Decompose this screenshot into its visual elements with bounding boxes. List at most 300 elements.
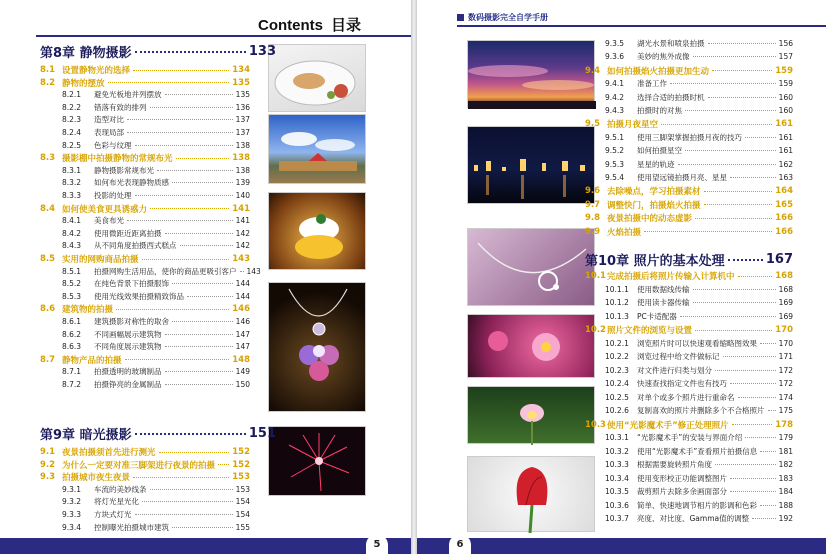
toc-entry-title: 使用读卡器传输 (637, 298, 690, 307)
toc-entry-number: 10.1 (585, 271, 606, 281)
toc-entry-title: 浏览照片时可以快速观看缩略图效果 (637, 338, 757, 348)
toc-dot-leader (127, 220, 233, 221)
toc-entry-number: 8.2.3 (62, 115, 82, 125)
toc-section[interactable] (40, 303, 250, 315)
toc-entry-title: PC卡适配器 (637, 311, 677, 321)
toc-subsection[interactable] (62, 240, 250, 251)
toc-entry-number: 9.5 (585, 119, 601, 130)
toc-dot-leader (695, 330, 772, 331)
toc-subsection[interactable] (605, 486, 793, 497)
toc-page-number: 181 (778, 446, 793, 456)
toc-page-number: 135 (232, 77, 250, 88)
toc-section[interactable] (40, 77, 250, 89)
toc-entry-number: 9.4 (585, 65, 601, 76)
toc-entry-title: 裁剪照片去除多余画面部分 (637, 487, 727, 496)
toc-subsection[interactable] (605, 105, 793, 116)
toc-page-number: 166 (775, 226, 793, 237)
toc-dot-leader (670, 83, 776, 84)
toc-page-number: 138 (232, 153, 250, 164)
toc-subsection[interactable] (605, 78, 793, 89)
toc-dot-leader (159, 452, 230, 453)
toc-page-number: 168 (775, 271, 793, 281)
left-footer (0, 538, 411, 554)
toc-entry-title: 投影的处理 (94, 191, 132, 200)
toc-entry-number: 10.2.6 (605, 406, 629, 415)
toc-subsection[interactable] (62, 366, 250, 377)
toc-subsection[interactable] (62, 89, 250, 100)
toc-entry-title: 如何使美食更具诱惑力 (62, 204, 148, 215)
toc-page-number: 134 (232, 65, 250, 75)
toc-page-number: 178 (775, 419, 793, 430)
toc-page-number: 153 (232, 472, 250, 483)
toc-page-number: 174 (778, 392, 793, 402)
toc-entry-title: 使用三脚架掌握拍摄月夜的技巧 (637, 132, 742, 142)
food-plate-photo (268, 44, 366, 112)
toc-dot-leader (738, 397, 776, 398)
toc-entry-number: 9.5.4 (605, 173, 625, 182)
toc-page-number: 144 (235, 279, 250, 289)
toc-dot-leader (760, 451, 775, 452)
toc-page-number: 164 (775, 186, 793, 197)
toc-page-number: 170 (775, 325, 793, 335)
toc-dot-leader (135, 145, 233, 146)
toc-dot-leader (142, 259, 230, 260)
toc-entry-number: 9.3.5 (605, 39, 625, 48)
contents-heading-zh: 目录 (331, 17, 362, 34)
toc-page-number: 142 (235, 228, 250, 238)
blue-sky-palace-photo (268, 114, 366, 184)
toc-entry-title: 浏览过程中给文件做标记 (637, 352, 720, 361)
toc-page-number: 161 (778, 146, 793, 156)
toc-section[interactable] (585, 65, 793, 77)
toc-subsection[interactable] (605, 513, 793, 524)
toc-section[interactable] (585, 226, 793, 238)
toc-chapter[interactable] (40, 424, 276, 443)
toc-entry-title: 实用的网购商品拍摄 (62, 255, 139, 265)
toc-page-number: 167 (765, 252, 793, 267)
toc-page-number: 170 (778, 338, 793, 348)
toc-entry-title: 美妙的焦外成像 (637, 52, 690, 62)
toc-subsection[interactable] (62, 316, 250, 327)
toc-page-number: 141 (232, 203, 250, 214)
toc-dot-leader (165, 334, 233, 335)
toc-dot-leader (693, 302, 776, 303)
toc-dot-leader (708, 43, 776, 44)
toc-dot-leader (768, 410, 776, 411)
toc-entry-title: 第9章 暗光摄影 (40, 428, 132, 443)
toc-dot-leader (730, 383, 776, 384)
toc-dot-leader (708, 97, 776, 98)
toc-entry-title: 完成拍摄后将照片传输入计算机中 (607, 272, 735, 282)
toc-entry-number: 9.5.3 (605, 159, 625, 169)
toc-entry-number: 10.3.2 (605, 446, 629, 456)
toc-dot-leader (685, 150, 776, 151)
toc-entry-title: 使用望远镜拍摄月亮、星星 (637, 173, 727, 182)
toc-section[interactable] (585, 270, 793, 282)
toc-entry-number: 8.5.3 (62, 291, 82, 301)
toc-dot-leader (150, 107, 233, 108)
toc-dot-leader (135, 514, 233, 515)
toc-subsection[interactable] (62, 509, 250, 520)
toc-entry-title: 方块式灯光 (94, 510, 132, 519)
toc-entry-title: 拍摄铮亮的金属制品 (94, 380, 162, 389)
toc-entry-title: 表现局部 (94, 128, 124, 137)
toc-entry-number: 8.6.2 (62, 329, 82, 339)
toc-section[interactable] (585, 212, 793, 224)
toc-subsection[interactable] (62, 177, 250, 188)
night-lake-photo (467, 126, 595, 204)
toc-entry-number: 10.2 (585, 325, 606, 335)
toc-dot-leader (180, 245, 233, 246)
toc-dot-leader (715, 370, 776, 371)
toc-entry-number: 8.2.2 (62, 102, 82, 112)
toc-entry-title: 复制喜欢的照片并删除多个不合格照片 (637, 406, 765, 415)
toc-dot-leader (693, 56, 776, 57)
toc-dot-leader (715, 464, 776, 465)
toc-entry-title: 如何拍摄星空 (637, 146, 682, 156)
toc-page-number: 141 (235, 216, 250, 226)
toc-entry-title: 使用光线效果拍摄精致饰品 (94, 291, 184, 301)
toc-entry-title: 使用“光影魔术手”修正处理照片 (607, 420, 729, 431)
toc-dot-leader (218, 464, 229, 465)
toc-subsection[interactable] (62, 496, 250, 507)
toc-chapter[interactable] (40, 42, 276, 61)
toc-subsection[interactable] (62, 140, 250, 151)
toc-subsection[interactable] (605, 132, 793, 143)
toc-dot-leader (165, 94, 233, 95)
toc-entry-number: 10.1.1 (605, 284, 629, 294)
toc-page-number: 152 (232, 459, 250, 470)
toc-entry-number: 8.3.2 (62, 178, 82, 188)
toc-entry-title: 静物摄影常规布光 (94, 165, 154, 175)
toc-entry-number: 8.3.1 (62, 165, 82, 175)
toc-entry-number: 8.4 (40, 203, 56, 214)
sunset-clouds-photo (467, 40, 595, 108)
toc-page-number: 182 (778, 460, 793, 469)
toc-page-number: 142 (235, 241, 250, 251)
toc-dot-leader (240, 271, 244, 272)
toc-page-number: 169 (778, 298, 793, 307)
toc-dot-leader (693, 289, 776, 290)
page-title (258, 14, 369, 35)
toc-entry-number: 10.3.3 (605, 460, 629, 469)
fireworks-photo (268, 426, 366, 496)
toc-entry-title: 拍摄网购生活用品，使你的商品更吸引客户 (94, 266, 237, 276)
toc-entry-title: 将灯光星光化 (94, 497, 139, 507)
toc-entry-number: 8.6.1 (62, 317, 82, 326)
toc-subsection[interactable] (605, 297, 793, 308)
toc-entry-title: 美食布光 (94, 216, 124, 226)
toc-chapter[interactable] (585, 250, 793, 269)
toc-dot-leader (732, 424, 773, 425)
toc-entry-number: 8.4.2 (62, 228, 82, 238)
header-rule (457, 25, 826, 27)
toc-section[interactable] (585, 199, 793, 211)
toc-dot-leader (172, 527, 233, 528)
toc-subsection[interactable] (62, 278, 250, 289)
toc-entry-number: 8.3 (40, 153, 56, 164)
toc-entry-number: 9.7 (585, 199, 601, 210)
toc-subsection[interactable] (62, 215, 250, 226)
toc-entry-title: 第8章 静物摄影 (40, 46, 132, 61)
toc-page-number: 140 (235, 191, 250, 200)
toc-entry-title: 使用变形校正功能调整图片 (637, 473, 727, 483)
toc-page-number: 155 (235, 522, 250, 532)
toc-entry-title: 根据需要旋转照片角度 (637, 460, 712, 469)
toc-page-number: 162 (778, 159, 793, 169)
toc-subsection[interactable] (605, 459, 793, 470)
toc-entry-number: 8.7.2 (62, 380, 82, 389)
toc-dot-leader (644, 231, 772, 232)
toc-dot-leader (165, 346, 233, 347)
toc-subsection[interactable] (605, 473, 793, 484)
toc-subsection[interactable] (605, 338, 793, 349)
toc-page-number: 165 (775, 199, 793, 210)
toc-page-number: 148 (232, 354, 250, 365)
toc-subsection[interactable] (62, 165, 250, 176)
toc-entry-number: 10.2.4 (605, 379, 629, 388)
toc-entry-title: 夜景拍摄须首先进行测光 (62, 448, 156, 458)
toc-subsection[interactable] (62, 329, 250, 340)
toc-page-number: 138 (235, 165, 250, 175)
toc-entry-number: 10.2.2 (605, 352, 629, 361)
toc-subsection[interactable] (605, 378, 793, 389)
toc-dot-leader (127, 132, 233, 133)
toc-dot-leader (133, 70, 229, 71)
toc-entry-number: 8.5.2 (62, 279, 82, 289)
toc-entry-title: 使用微距近距离拍摄 (94, 228, 162, 238)
toc-dot-leader (704, 204, 773, 205)
toc-page-number: 143 (232, 254, 250, 264)
page-number-right: 6 (449, 534, 471, 554)
toc-dot-leader (712, 70, 772, 71)
toc-page-number: 169 (778, 311, 793, 321)
toc-entry-title: 第10章 照片的基本处理 (585, 254, 725, 269)
toc-section[interactable] (585, 419, 793, 431)
toc-subsection[interactable] (605, 51, 793, 62)
toc-entry-number: 8.6 (40, 304, 56, 315)
toc-entry-title: 为什么一定要对准三脚架进行夜景的拍摄 (62, 460, 216, 471)
toc-entry-number: 8.1 (40, 65, 56, 75)
toc-entry-title: 简单、快速地调节相片的影调和色彩 (637, 500, 757, 510)
toc-entry-number: 9.3.6 (605, 52, 625, 62)
toc-entry-title: 去除噪点，学习拍摄素材 (607, 187, 701, 198)
toc-dot-leader (165, 233, 233, 234)
toc-subsection[interactable] (605, 446, 793, 457)
toc-entry-title: 选择合适的拍摄时机 (637, 92, 705, 102)
toc-subsection[interactable] (62, 341, 250, 352)
toc-entry-number: 9.5.2 (605, 146, 625, 156)
toc-section[interactable] (585, 118, 793, 130)
toc-entry-title: 夜景拍摄中的动态虚影 (607, 214, 693, 225)
toc-dot-leader (172, 182, 233, 183)
toc-subsection[interactable] (62, 190, 250, 201)
toc-entry-number: 10.3.1 (605, 433, 629, 442)
toc-dot-leader (730, 478, 776, 479)
running-header-text: 数码摄影完全自学手册 (468, 13, 548, 22)
toc-entry-title: 照片文件的浏览与设置 (607, 326, 693, 336)
toc-entry-title: 如何布光表现静物质感 (94, 178, 169, 188)
toc-page-number: 188 (778, 500, 793, 510)
toc-page-number: 139 (235, 178, 250, 188)
toc-dot-leader (127, 119, 233, 120)
toc-subsection[interactable] (605, 311, 793, 322)
toc-section[interactable] (40, 459, 250, 471)
toc-section[interactable] (40, 152, 250, 164)
toc-page-number: 168 (778, 284, 793, 294)
toc-subsection[interactable] (62, 114, 250, 125)
toc-entry-number: 9.4.3 (605, 106, 625, 115)
toc-entry-title: 从不同角度拍摄西式糕点 (94, 241, 177, 251)
toc-entry-number: 10.1.2 (605, 298, 629, 307)
toc-dot-leader (135, 51, 246, 53)
toc-entry-title: 对单个或多个照片进行重命名 (637, 392, 735, 402)
toc-page-number: 152 (232, 447, 250, 457)
toc-entry-title: “光影魔术手”的安装与界面介绍 (637, 433, 743, 442)
toc-entry-number: 9.8 (585, 213, 601, 224)
toc-entry-title: 火焰拍摄 (607, 227, 642, 238)
toc-section[interactable] (40, 64, 250, 76)
toc-page-number: 161 (775, 119, 793, 130)
toc-subsection[interactable] (62, 228, 250, 239)
toc-entry-title: 色彩与纹理 (94, 140, 132, 150)
toc-entry-number: 9.9 (585, 226, 601, 237)
toc-subsection[interactable] (62, 127, 250, 138)
toc-page-number: 184 (778, 487, 793, 496)
toc-entry-number: 8.4.3 (62, 241, 82, 251)
toc-entry-number: 9.4.1 (605, 79, 625, 89)
toc-subsection[interactable] (62, 291, 250, 302)
toc-entry-number: 8.2.4 (62, 128, 82, 137)
toc-dot-leader (704, 191, 773, 192)
toc-entry-number: 8.4.1 (62, 216, 82, 226)
toc-page-number: 137 (235, 115, 250, 125)
toc-entry-number: 10.3.6 (605, 500, 629, 510)
toc-subsection[interactable] (605, 432, 793, 443)
toc-entry-title: 使用数据线传输 (637, 284, 690, 294)
toc-entry-title: 错落有致的排列 (94, 102, 147, 112)
toc-dot-leader (685, 110, 776, 111)
toc-page-number: 136 (235, 102, 250, 112)
toc-subsection[interactable] (62, 484, 250, 495)
toc-section[interactable] (40, 253, 250, 265)
toc-subsection[interactable] (605, 92, 793, 103)
toc-dot-leader (142, 501, 233, 502)
toc-entry-number: 10.2.3 (605, 365, 629, 375)
toc-entry-number: 8.5.1 (62, 266, 82, 276)
toc-subsection[interactable] (605, 405, 793, 416)
toc-page-number: 143 (246, 266, 261, 276)
toc-page-number: 151 (248, 426, 276, 441)
toc-subsection[interactable] (62, 102, 250, 113)
toc-subsection[interactable] (62, 379, 250, 390)
toc-subsection[interactable] (605, 351, 793, 362)
toc-page-number: 154 (235, 497, 250, 507)
toc-entry-number: 8.5 (40, 254, 56, 264)
toc-entry-number: 10.2.1 (605, 338, 629, 348)
toc-section[interactable] (40, 471, 250, 483)
toc-entry-title: 控制曝光拍摄城市建筑 (94, 522, 169, 532)
toc-subsection[interactable] (605, 284, 793, 295)
running-header (457, 12, 548, 23)
toc-subsection[interactable] (62, 522, 250, 533)
toc-entry-number: 9.4.2 (605, 92, 625, 102)
toc-dot-leader (680, 316, 776, 317)
toc-entry-number: 10.3 (585, 419, 606, 430)
toc-entry-title: 设置静物光的选择 (62, 66, 131, 76)
toc-section[interactable] (40, 446, 250, 458)
toc-entry-number: 10.2.5 (605, 392, 629, 402)
toc-subsection[interactable] (605, 159, 793, 170)
toc-section[interactable] (585, 324, 793, 336)
toc-page-number: 153 (235, 484, 250, 494)
toc-dot-leader (125, 359, 230, 360)
toc-dot-leader (730, 177, 776, 178)
toc-entry-title: 准备工作 (637, 79, 667, 89)
toc-page-number: 149 (235, 367, 250, 377)
toc-page-number: 147 (235, 329, 250, 339)
toc-dot-leader (133, 477, 229, 478)
toc-page-number: 175 (778, 406, 793, 415)
toc-dot-leader (157, 170, 233, 171)
toc-subsection[interactable] (605, 145, 793, 156)
toc-page-number: 171 (778, 352, 793, 361)
toc-entry-number: 8.2 (40, 77, 56, 88)
toc-subsection[interactable] (605, 365, 793, 376)
toc-entry-title: 星星的轨迹 (637, 159, 675, 169)
toc-entry-number: 9.1 (40, 447, 56, 457)
toc-entry-number: 10.3.4 (605, 473, 629, 483)
toc-page-number: 183 (778, 473, 793, 483)
toc-dot-leader (738, 276, 773, 277)
toc-entry-number: 9.6 (585, 186, 601, 197)
toc-page-number: 133 (248, 44, 276, 59)
toc-page-number: 172 (778, 379, 793, 388)
toc-dot-leader (760, 505, 776, 506)
toc-page-number: 192 (778, 514, 793, 523)
toc-entry-title: 静物的摆放 (62, 78, 105, 89)
toc-entry-title: 不同画幅展示建筑物 (94, 329, 162, 339)
toc-page-number: 147 (235, 342, 250, 352)
toc-dot-leader (730, 491, 776, 492)
toc-subsection[interactable] (62, 266, 261, 277)
toc-dot-leader (695, 218, 772, 219)
right-footer (417, 538, 826, 554)
toc-subsection[interactable] (605, 172, 793, 183)
toc-page-number: 159 (778, 79, 793, 89)
toc-entry-title: 造型对比 (94, 115, 124, 125)
toc-dot-leader (728, 259, 763, 261)
toc-entry-title: 调整快门，拍摄焰火拍摄 (607, 200, 701, 211)
toc-entry-title: 快速查找指定文件也有技巧 (637, 379, 727, 388)
toc-subsection[interactable] (605, 392, 793, 403)
toc-page-number: 146 (232, 304, 250, 315)
toc-section[interactable] (40, 203, 250, 215)
toc-entry-title: 避免光板地并列摆放 (94, 90, 162, 100)
toc-page-number: 179 (778, 433, 793, 442)
toc-section[interactable] (40, 354, 250, 366)
toc-entry-title: 静物产品的拍摄 (62, 355, 122, 366)
toc-subsection[interactable] (605, 38, 793, 49)
toc-entry-title: 使用“光影魔术手”查看照片拍摄信息 (637, 446, 758, 456)
toc-subsection[interactable] (605, 500, 793, 511)
toc-page-number: 172 (778, 365, 793, 375)
lotus-photo (467, 386, 595, 444)
toc-page-number: 159 (775, 65, 793, 76)
toc-dot-leader (150, 489, 233, 490)
toc-entry-title: 拍摄城市夜生夜景 (62, 473, 131, 484)
toc-section[interactable] (585, 185, 793, 197)
